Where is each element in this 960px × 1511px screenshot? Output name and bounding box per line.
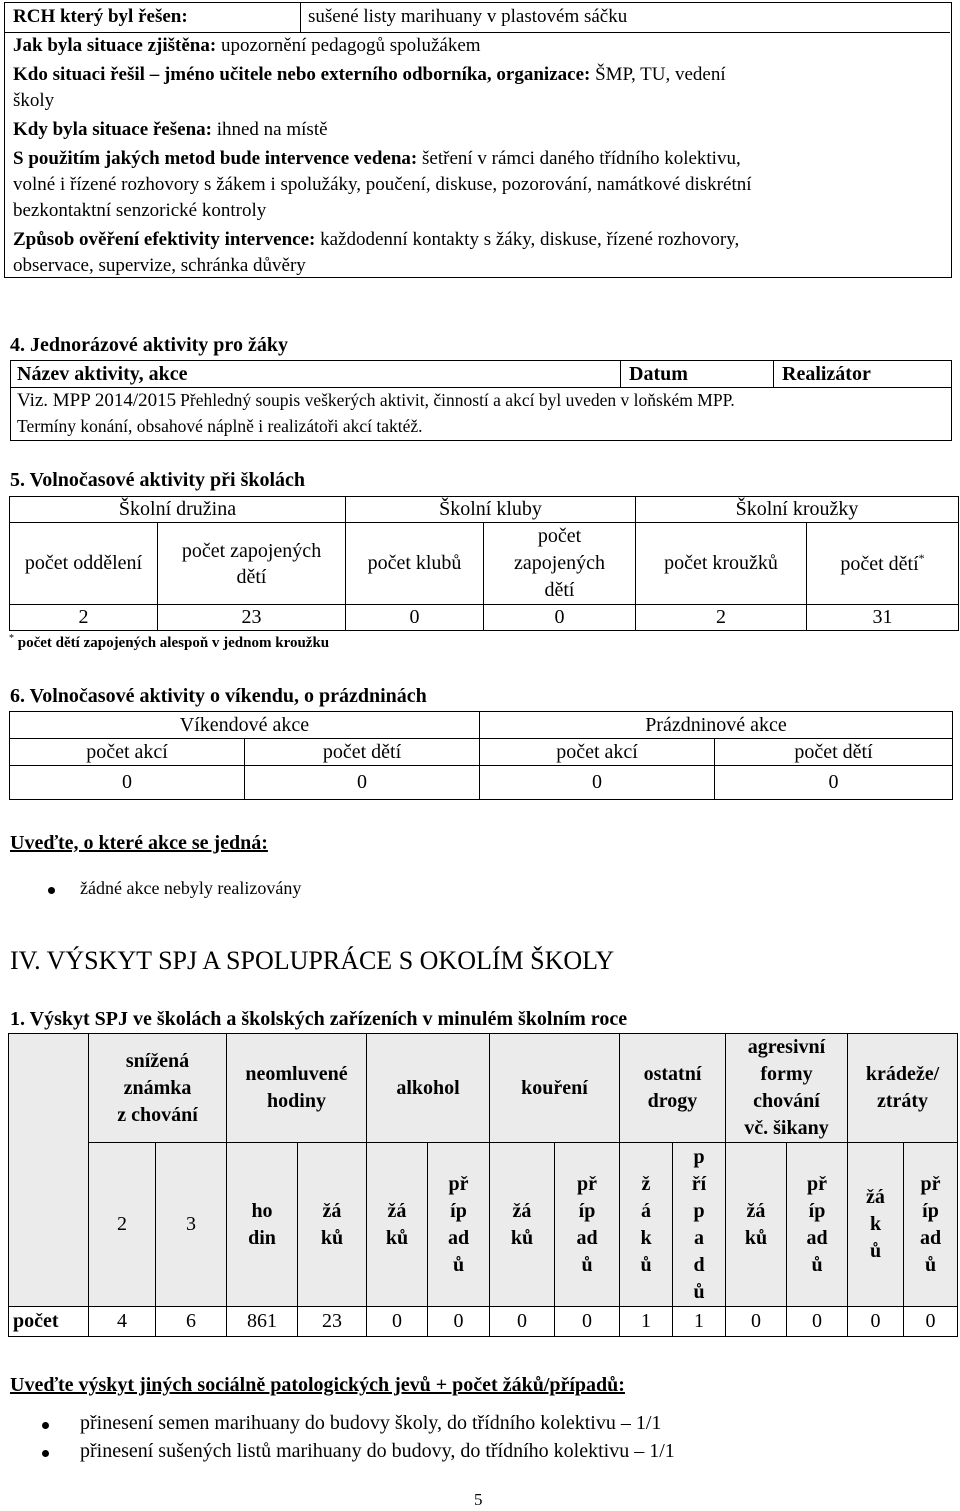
s5-col-kluby-deti <box>484 523 636 605</box>
rch-row <box>13 4 188 30</box>
spj-head-kradeze-l1: krádeže/ <box>865 1063 940 1085</box>
who-value: ŠMP, TU, vedení <box>595 64 726 85</box>
spj-head-hodiny-l1: neomluvené <box>245 1063 348 1085</box>
spj-head-hodiny <box>227 1034 367 1143</box>
spj-sub-14 <box>904 1143 958 1307</box>
spj-head-kradeze <box>848 1034 958 1143</box>
s5-col-oddeleni: počet oddělení <box>10 523 158 605</box>
incident-info-box <box>4 2 952 278</box>
page-number: 5 <box>474 1490 483 1509</box>
spj-head-znamka-l1: snížená <box>125 1049 190 1072</box>
section4-col-realizer: Realizátor <box>774 361 952 388</box>
who-row <box>13 62 726 88</box>
spj-sub-12-l4: ů <box>811 1253 823 1276</box>
spj-head-agrese-l4: vč. šikany <box>744 1117 829 1139</box>
spj-sub-6 <box>428 1143 490 1307</box>
spj-head-drogy-l2: drogy <box>647 1090 698 1112</box>
spj-sub-7 <box>490 1143 555 1307</box>
s5-col-kluby-deti-l2: zapojených <box>513 552 606 574</box>
section6-table <box>9 711 953 800</box>
detect-value: upozornění pedagogů spolužákem <box>220 35 481 56</box>
spj-head-hodiny-l2: hodiny <box>267 1090 326 1112</box>
s5-value-oddeleni: 2 <box>10 605 158 631</box>
spj-sub-9-l2: á <box>641 1199 651 1222</box>
when-value: ihned na místě <box>216 119 328 140</box>
spj-sub-14-l2: íp <box>922 1199 939 1222</box>
spj-sub-4 <box>298 1143 367 1307</box>
s5-group-druzina: Školní družina <box>10 497 346 523</box>
s6-col-weekend-deti: počet dětí <box>245 739 480 766</box>
s6-value-holiday-akci: 0 <box>480 766 715 800</box>
s6-col-weekend-akci: počet akcí <box>10 739 245 766</box>
spj-sub-5 <box>367 1143 428 1307</box>
s5-col-kluby-deti-l1: počet <box>537 525 582 547</box>
spj-head-znamka-l3: z chování <box>117 1103 198 1126</box>
s6-bullet-dot <box>48 887 55 894</box>
section4-note-prefix: Viz. MPP 2014/2015 <box>17 390 177 411</box>
s6-value-weekend-akci: 0 <box>10 766 245 800</box>
spj-sub-3-l1: ho <box>251 1199 273 1222</box>
methods-label: S použitím jakých metod bude intervence vedena: <box>13 148 418 169</box>
spj-val-9: 1 <box>620 1307 673 1337</box>
who-label: Kdo situaci řešil – jméno učitele nebo externího odborníka, organizace: <box>13 64 591 85</box>
spj-sub-8 <box>555 1143 620 1307</box>
spj-head-agrese-l1: agresivní <box>747 1036 826 1058</box>
spj-val-8: 0 <box>555 1307 620 1337</box>
spj-sub-13-l3: ů <box>869 1240 882 1262</box>
spj-sub-9-l4: ů <box>640 1253 652 1276</box>
s6-which-label: Uveďte, o které akce se jedná: <box>10 832 268 854</box>
spj-val-11: 0 <box>726 1307 787 1337</box>
spj-sub-8-l2: íp <box>578 1199 596 1222</box>
methods-value: šetření v rámci daného třídního kolektivu, <box>422 148 741 169</box>
section6-heading: 6. Volnočasové aktivity o víkendu, o prázdninách <box>10 685 427 707</box>
spj-sub-1: 2 <box>89 1143 156 1307</box>
spj-sub-10-l4: a <box>694 1226 704 1249</box>
spj-val-13: 0 <box>848 1307 904 1337</box>
spj-other-bullet-2-dot <box>42 1450 49 1457</box>
spj-head-alkohol: alkohol <box>367 1034 490 1143</box>
spj-head-znamka-l2: známka <box>123 1076 192 1099</box>
spj-sub-10-l2: ří <box>691 1172 707 1195</box>
spj-val-14: 0 <box>904 1307 958 1337</box>
s5-value-krouzku: 2 <box>636 605 807 631</box>
spj-sub-6-l3: ad <box>447 1226 470 1249</box>
detect-label: Jak byla situace zjištěna: <box>13 35 217 56</box>
spj-sub-5-l2: ků <box>385 1226 409 1249</box>
spj-sub-6-l4: ů <box>452 1253 465 1276</box>
s5-value-zapojenych: 23 <box>158 605 346 631</box>
when-row <box>13 117 328 143</box>
section4-heading: 4. Jednorázové aktivity pro žáky <box>10 334 288 356</box>
s5-col-kluby-deti-l3: dětí <box>544 579 575 601</box>
rch-label: RCH který byl řešen: <box>13 6 188 27</box>
spj-sub-13-l2: k <box>869 1213 882 1235</box>
spj-head-kradeze-l2: ztráty <box>876 1090 929 1112</box>
s5-value-deti: 31 <box>807 605 959 631</box>
spj-val-6: 0 <box>428 1307 490 1337</box>
spj-sub-3 <box>227 1143 298 1307</box>
section5-table <box>9 496 959 631</box>
spj-sub-11-l1: žá <box>746 1199 766 1222</box>
spj-sub-10 <box>673 1143 726 1307</box>
spj-val-1: 4 <box>89 1307 156 1337</box>
s5-value-kluby: 0 <box>346 605 484 631</box>
spj-sub-11-l2: ků <box>744 1226 768 1249</box>
verify-label: Způsob ověření efektivity intervence: <box>13 229 316 250</box>
spj-head-drogy-l1: ostatní <box>643 1063 702 1085</box>
spj-table <box>8 1033 958 1337</box>
s5-col-krouzku: počet kroužků <box>636 523 807 605</box>
spj-row-label: počet <box>9 1307 89 1337</box>
spj-sub-14-l1: př <box>920 1172 941 1195</box>
s6-group-holiday: Prázdninové akce <box>480 712 953 739</box>
verify-row <box>13 227 739 253</box>
verify-value-2: observace, supervize, schránka důvěry <box>13 255 306 276</box>
spj-head-koureni: kouření <box>490 1034 620 1143</box>
spj-sub-7-l1: žá <box>512 1199 532 1222</box>
methods-row <box>13 146 741 172</box>
spj-sub-12-l3: ad <box>806 1226 828 1249</box>
spj-sub-5-l1: žá <box>387 1199 407 1222</box>
spj-other-label: Uveďte výskyt jiných sociálně patologických jevů + počet žáků/případů: <box>10 1374 625 1396</box>
spj-sub-2: 3 <box>156 1143 227 1307</box>
spj-sub-10-l3: p <box>693 1199 705 1222</box>
section4-col-date: Datum <box>621 361 774 388</box>
spj-sub-9 <box>620 1143 673 1307</box>
spj-head-znamka <box>89 1034 227 1143</box>
detect-row <box>13 33 481 59</box>
spj-label-spacer <box>9 1034 89 1307</box>
spj-subheader-row <box>9 1143 958 1307</box>
spj-sub-14-l4: ů <box>924 1253 937 1276</box>
sectionIV-subheading: 1. Výskyt SPJ ve školách a školských zařízeních v minulém školním roce <box>10 1008 628 1030</box>
spj-value-row <box>9 1307 958 1337</box>
spj-sub-11 <box>726 1143 787 1307</box>
spj-sub-10-l1: p <box>693 1145 705 1168</box>
spj-val-7: 0 <box>490 1307 555 1337</box>
spj-sub-10-l6: ů <box>693 1280 705 1303</box>
spj-sub-6-l2: íp <box>450 1199 467 1222</box>
spj-sub-8-l1: př <box>577 1172 597 1195</box>
s6-value-weekend-deti: 0 <box>245 766 480 800</box>
spj-head-agrese-l3: chování <box>753 1090 820 1112</box>
section5-heading: 5. Volnočasové aktivity při školách <box>10 469 306 491</box>
section4-note-line2: Termíny konání, obsahové náplně i realizátoři akcí taktéž. <box>17 416 423 436</box>
s5-footnote <box>9 633 329 652</box>
spj-sub-4-l2: ků <box>320 1226 344 1249</box>
incident-header-vdivider <box>300 3 301 32</box>
spj-other-item-1: přinesení semen marihuany do budovy školy, do třídního kolektivu – 1/1 <box>80 1412 662 1434</box>
spj-sub-7-l2: ků <box>510 1226 534 1249</box>
section4-note-rest: Přehledný soupis veškerých aktivit, činností a akcí byl uveden v loňském MPP. <box>180 390 735 410</box>
s5-col-deti-mark: * <box>918 551 925 565</box>
spj-sub-12 <box>787 1143 848 1307</box>
spj-sub-14-l3: ad <box>919 1226 942 1249</box>
when-label: Kdy byla situace řešena: <box>13 119 212 140</box>
spj-sub-4-l1: žá <box>322 1199 342 1222</box>
s5-value-kluby-deti: 0 <box>484 605 636 631</box>
s5-group-kluby: Školní kluby <box>346 497 636 523</box>
spj-sub-12-l1: př <box>807 1172 827 1195</box>
methods-value-2: volné i řízené rozhovory s žákem i spolužáky, poučení, diskuse, pozorování, namátkové diskrétní <box>13 174 752 195</box>
methods-value-3: bezkontaktní senzorické kontroly <box>13 200 267 221</box>
spj-sub-13-l1: žá <box>866 1186 885 1208</box>
s5-footnote-text: počet dětí zapojených alespoň v jednom kroužku <box>17 635 330 651</box>
s5-col-deti-label: počet dětí <box>840 553 919 575</box>
s5-col-zapojenych-l1: počet zapojených <box>181 539 322 562</box>
s6-col-holiday-deti: počet dětí <box>715 739 953 766</box>
who-value-cont: školy <box>13 90 55 111</box>
spj-other-bullet-1-dot <box>42 1422 49 1429</box>
s6-value-holiday-deti: 0 <box>715 766 953 800</box>
spj-head-drogy <box>620 1034 726 1143</box>
spj-val-3: 861 <box>227 1307 298 1337</box>
spj-other-item-2: přinesení sušených listů marihuany do budovy, do třídního kolektivu – 1/1 <box>80 1440 675 1462</box>
verify-value: každodenní kontakty s žáky, diskuse, řízené rozhovory, <box>320 229 740 250</box>
spj-val-4: 23 <box>298 1307 367 1337</box>
spj-val-10: 1 <box>673 1307 726 1337</box>
spj-sub-8-l3: ad <box>576 1226 598 1249</box>
spj-head-agrese <box>726 1034 848 1143</box>
sectionIV-heading: IV. VÝSKYT SPJ A SPOLUPRÁCE S OKOLÍM ŠKOLY <box>10 946 615 975</box>
spj-val-12: 0 <box>787 1307 848 1337</box>
s5-footnote-mark: * <box>9 633 14 644</box>
s5-col-deti <box>807 523 959 605</box>
section4-col-name: Název aktivity, akce <box>11 361 621 388</box>
spj-sub-12-l2: íp <box>808 1199 826 1222</box>
s5-group-krouzky: Školní kroužky <box>636 497 959 523</box>
s6-col-holiday-akci: počet akcí <box>480 739 715 766</box>
spj-sub-3-l2: din <box>248 1226 276 1249</box>
spj-head-agrese-l2: formy <box>760 1063 813 1085</box>
spj-sub-13 <box>848 1143 904 1307</box>
spj-sub-6-l1: př <box>448 1172 469 1195</box>
section4-note <box>11 388 952 441</box>
spj-val-5: 0 <box>367 1307 428 1337</box>
spj-sub-9-l1: ž <box>641 1172 651 1195</box>
s5-col-zapojenych-l2: dětí <box>236 565 267 588</box>
s6-group-weekend: Víkendové akce <box>10 712 480 739</box>
spj-sub-10-l5: d <box>693 1253 705 1276</box>
s6-bullet-text: žádné akce nebyly realizovány <box>80 878 302 898</box>
spj-sub-8-l4: ů <box>581 1253 593 1276</box>
s5-col-zapojenych <box>158 523 346 605</box>
spj-sub-9-l3: k <box>640 1226 652 1249</box>
spj-val-2: 6 <box>156 1307 227 1337</box>
rch-value: sušené listy marihuany v plastovém sáčku <box>308 6 628 27</box>
section4-table <box>10 360 952 441</box>
s5-col-kluby: počet klubů <box>346 523 484 605</box>
